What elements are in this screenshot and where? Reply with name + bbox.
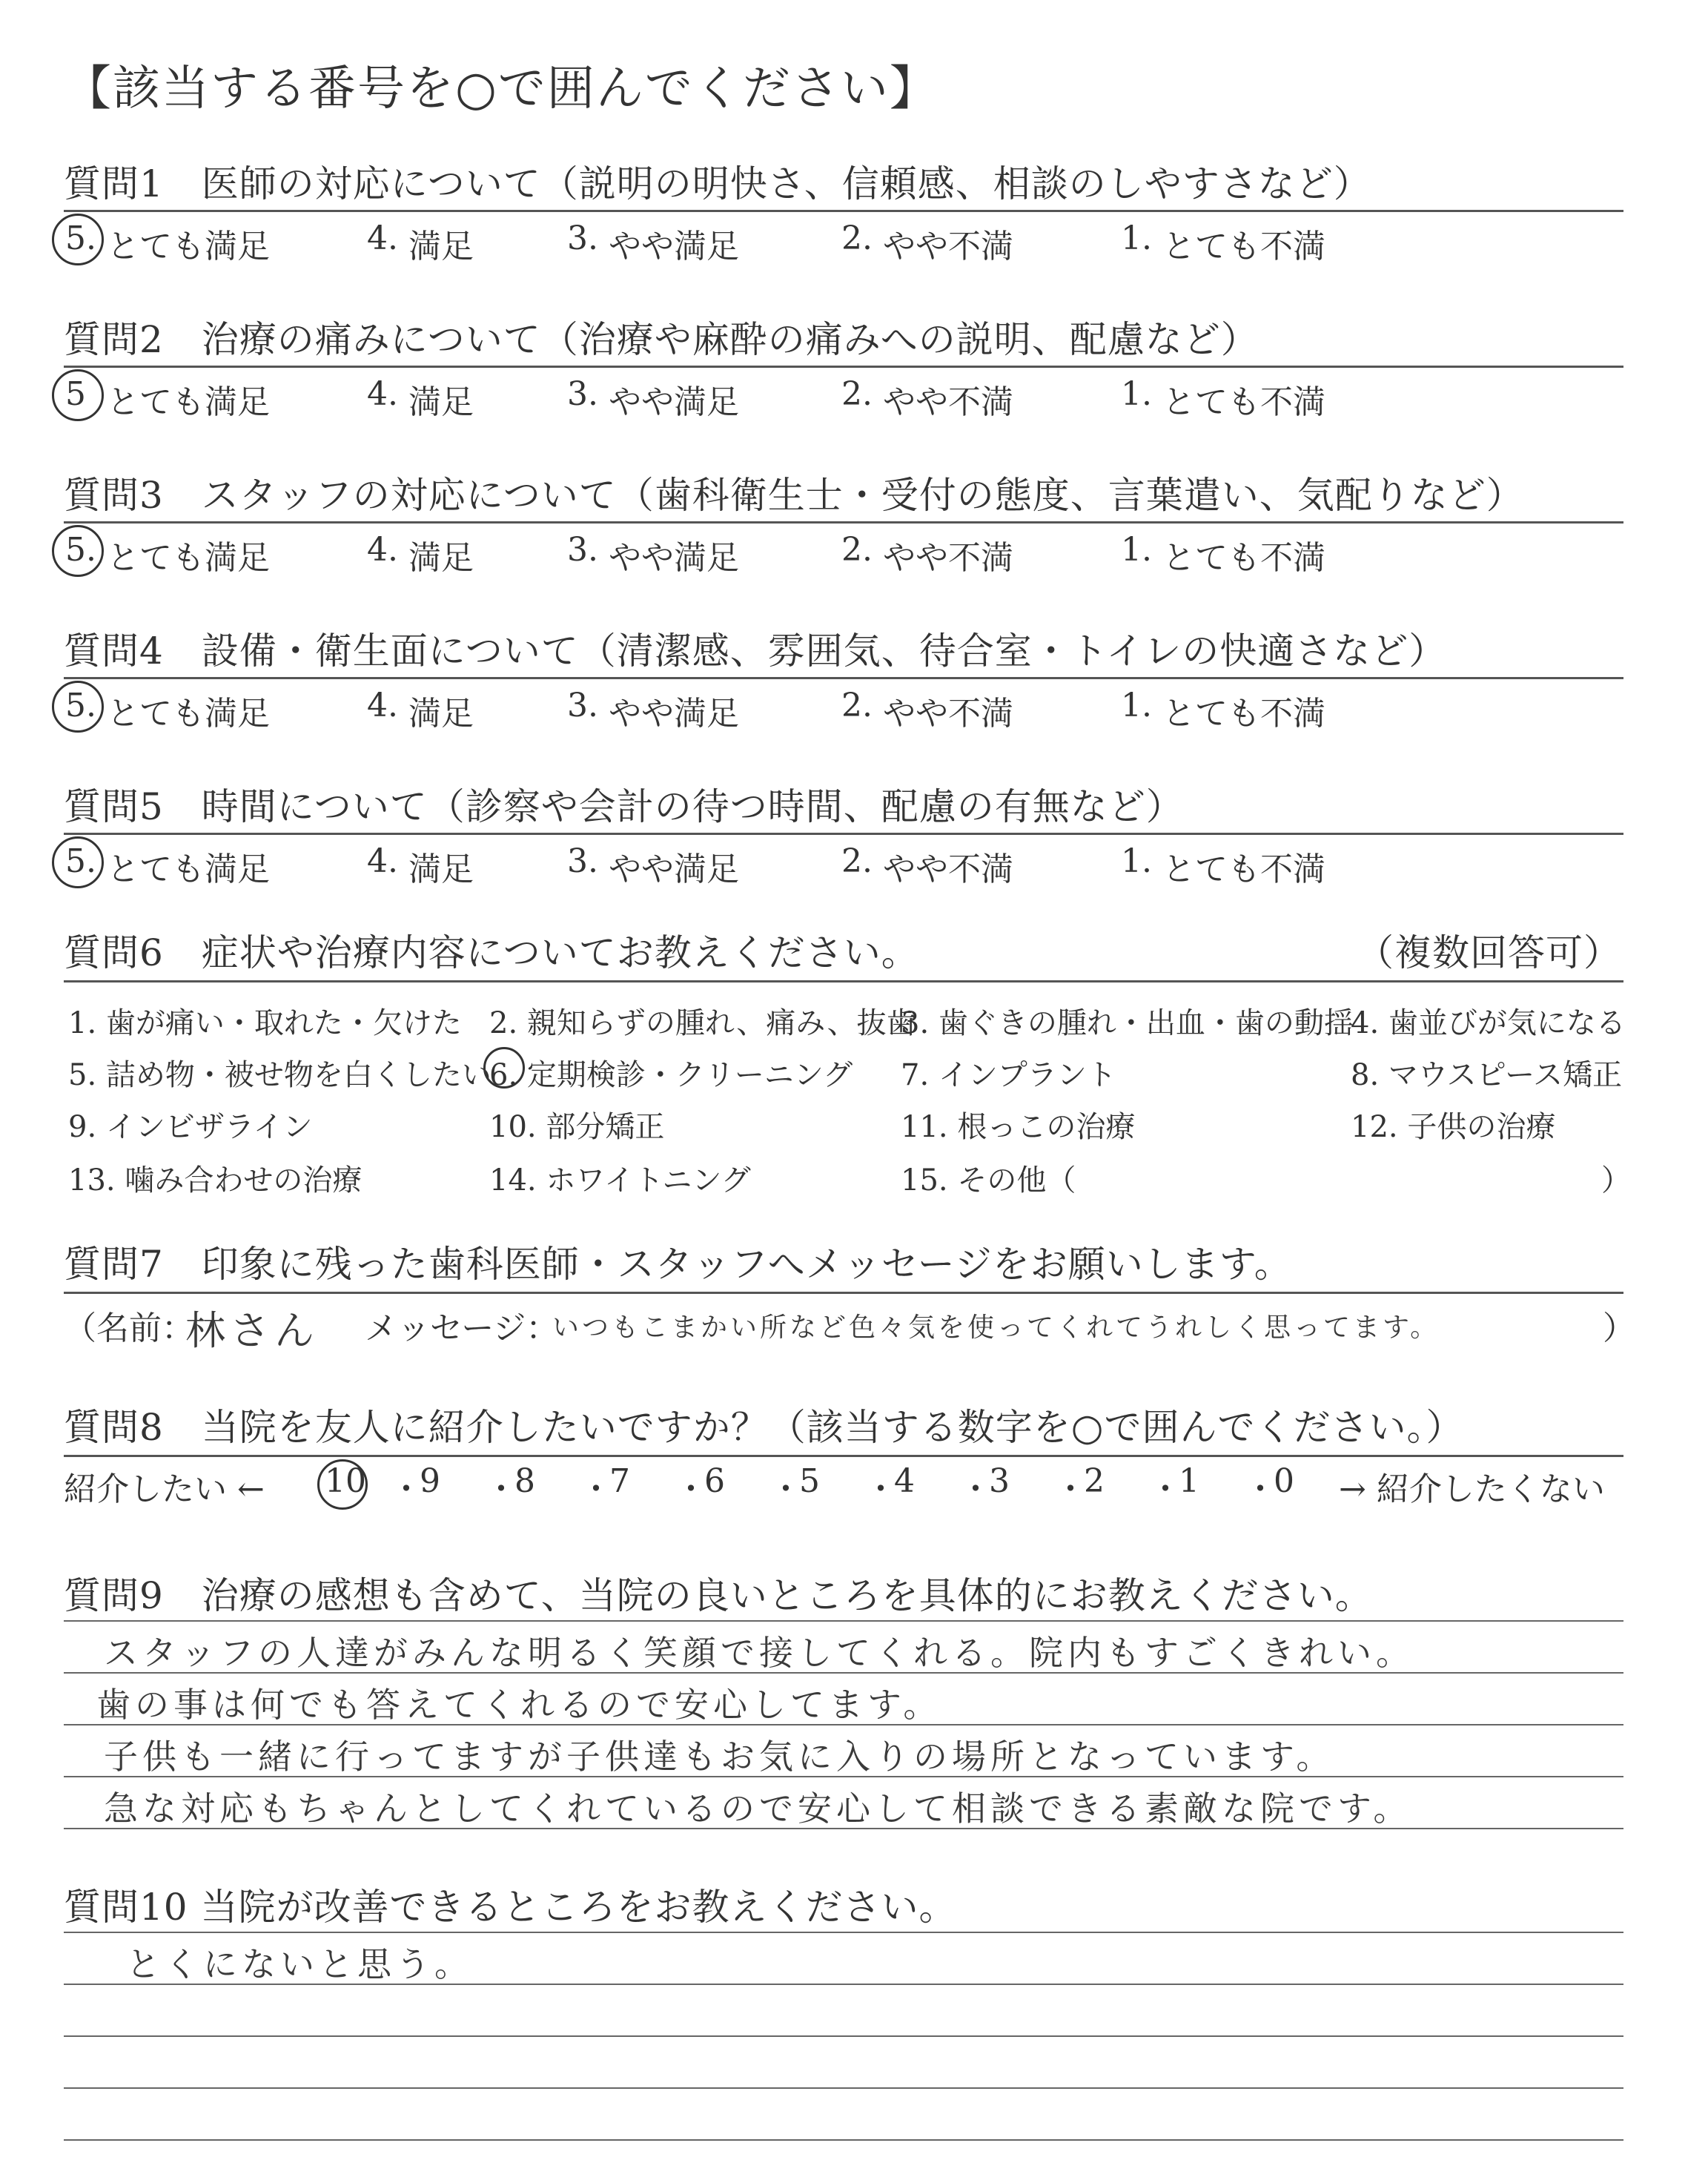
q8-scale-3: 3 [989,1462,1010,1500]
q4-option-2-number: 4. [367,687,398,724]
q6-item-4: 4. 歯並びが気になる [1351,1006,1626,1040]
q2-option-4-number: 2. [841,375,873,413]
q3-option-3-number: 3. [567,531,598,569]
q8-scale-2: 2 [1084,1462,1105,1500]
q6-item-11: 11. 根っこの治療 [901,1110,1136,1144]
q8-scale-6: 6 [704,1462,725,1500]
q7-name-value: 林さん [185,1307,319,1354]
q5-option-2-label: 満足 [408,851,474,888]
q5-option-1-label: とても満足 [107,851,270,888]
q4-option-1-label: とても満足 [107,695,270,733]
q3-option-4-number: 2. [841,531,873,569]
q3-option-2-label: 満足 [408,539,474,577]
q8-scale-1: 1 [1179,1462,1199,1500]
q7-close-paren: ） [1603,1309,1635,1347]
q8-scale-separator: ・ [485,1470,517,1508]
q1-option-2-number: 4. [367,219,398,257]
q2-selection-circle [52,369,104,421]
q1-option-3-label: やや満足 [609,228,739,265]
q4-option-2-label: 満足 [408,695,474,733]
q4-selection-circle [52,681,104,733]
q2-option-1-number: 5 [65,375,86,413]
q4-heading: 質問4 設備・衛生面について（清潔感、雰囲気、待合室・トイレの快適さなど） [64,630,1447,673]
q8-scale-separator: ・ [769,1470,802,1508]
q3-selection-circle [52,525,104,577]
q2-rule [64,366,1623,368]
q8-scale-separator: ・ [390,1470,423,1508]
q8-scale-7: 7 [609,1462,630,1500]
q5-heading: 質問5 時間について（診察や会計の待つ時間、配慮の有無など） [64,785,1184,828]
q6-item-9: 9. インビザライン [68,1110,313,1144]
q2-option-4-label: やや不満 [883,383,1013,421]
q4-option-1-number: 5. [65,687,96,724]
q1-rule [64,210,1623,212]
q9-line-4: 急な対応もちゃんとしてくれているので安心して相談できる素敵な院です。 [104,1789,1412,1829]
q3-heading: 質問3 スタッフの対応について（歯科衛生士・受付の態度、言葉遣い、気配りなど） [64,474,1524,517]
q6-item-8: 8. マウスピース矯正 [1351,1058,1623,1092]
q6-item-1: 1. 歯が痛い・取れた・欠けた [68,1006,462,1040]
q2-option-1-label: とても満足 [107,383,270,421]
q8-right-label: → 紹介したくない [1339,1470,1605,1508]
q10-ruled-line [64,2087,1623,2089]
q1-option-4-number: 2. [841,219,873,257]
q2-option-5-label: とても不満 [1162,383,1325,421]
q4-option-3-number: 3. [567,687,598,724]
q10-ruled-line [64,1932,1623,1933]
q5-selection-circle [52,836,104,888]
q3-option-1-label: とても満足 [107,539,270,577]
q7-rule [64,1292,1623,1294]
q3-option-4-label: やや不満 [883,539,1013,577]
q9-line-1: スタッフの人達がみんな明るく笑顔で接してくれる。院内もすごくきれい。 [104,1633,1414,1673]
q2-option-2-number: 4. [367,375,398,413]
page-title: 【該当する番号を○で囲んでください】 [64,62,939,116]
q8-scale-separator: ・ [1054,1470,1087,1508]
q6-item-13: 13. 噛み合わせの治療 [68,1163,363,1198]
q7-message-value: いつもこまかい所など色々気を使ってくれてうれしく思ってます。 [552,1312,1440,1343]
q6-heading: 質問6 症状や治療内容についてお教えください。 [64,931,919,974]
q8-scale-separator: ・ [1244,1470,1277,1508]
q3-rule [64,521,1623,524]
q6-item-14: 14. ホワイトニング [489,1163,751,1198]
q8-scale-separator: ・ [959,1470,992,1508]
q10-line-1: とくにないと思う。 [126,1944,473,1984]
q5-option-5-number: 1. [1121,842,1152,880]
q1-option-3-number: 3. [567,219,598,257]
q8-scale-separator: ・ [1149,1470,1182,1508]
q8-selection-circle [317,1459,368,1510]
q10-heading: 質問10 当院が改善できるところをお教えください。 [64,1886,957,1929]
q6-rule [64,980,1623,982]
q6-item-2: 2. 親知らずの腫れ、痛み、抜歯 [489,1006,916,1040]
q6-selection-circle [483,1047,525,1089]
q5-option-4-number: 2. [841,842,873,880]
q2-option-3-number: 3. [567,375,598,413]
q3-option-2-number: 4. [367,531,398,569]
q1-option-5-number: 1. [1121,219,1152,257]
q1-option-5-label: とても不満 [1162,228,1325,265]
q6-item-16: ） [1601,1163,1631,1198]
q8-scale-4: 4 [894,1462,915,1500]
q5-rule [64,833,1623,835]
q1-selection-circle [52,214,104,265]
q4-option-4-label: やや不満 [883,695,1013,733]
q8-scale-separator: ・ [580,1470,612,1508]
q10-ruled-line [64,2139,1623,2141]
q8-scale-separator: ・ [864,1470,897,1508]
q9-heading: 質問9 治療の感想も含めて、当院の良いところを具体的にお教えください。 [64,1574,1373,1617]
q8-heading: 質問8 当院を友人に紹介したいですか？（該当する数字を○で囲んでください。） [64,1406,1464,1449]
q9-line-2: 歯の事は何でも答えてくれるので安心してます。 [96,1685,942,1725]
q6-item-15: 15. その他（ [901,1163,1076,1198]
q9-line-3: 子供も一緒に行ってますが子供達もお気に入りの場所となっています。 [104,1737,1335,1777]
q5-option-2-number: 4. [367,842,398,880]
q3-option-1-number: 5. [65,531,96,569]
q8-scale-separator: ・ [675,1470,707,1508]
q3-option-3-label: やや満足 [609,539,739,577]
q5-option-4-label: やや不満 [883,851,1013,888]
q5-option-5-label: とても不満 [1162,851,1325,888]
q8-scale-0: 0 [1274,1462,1294,1500]
q3-option-5-number: 1. [1121,531,1152,569]
q1-option-1-label: とても満足 [107,228,270,265]
q4-option-3-label: やや満足 [609,695,739,733]
q1-heading: 質問1 医師の対応について（説明の明快さ、信頼感、相談のしやすさなど） [64,162,1371,205]
q9-ruled-line [64,1620,1623,1622]
q2-heading: 質問2 治療の痛みについて（治療や麻酔の痛みへの説明、配慮など） [64,318,1259,361]
q6-note: （複数回答可） [1357,931,1621,974]
q8-left-label: 紹介したい ← [64,1470,265,1508]
q6-item-6: 6. 定期検診・クリーニング [489,1058,853,1092]
q8-scale-9: 9 [420,1462,440,1500]
q6-item-10: 10. 部分矯正 [489,1110,665,1144]
q7-heading: 質問7 印象に残った歯科医師・スタッフへメッセージをお願いします。 [64,1243,1292,1286]
q4-option-4-number: 2. [841,687,873,724]
q6-item-3: 3. 歯ぐきの腫れ・出血・歯の動揺 [901,1006,1354,1040]
q10-ruled-line [64,2035,1623,2037]
q1-option-4-label: やや不満 [883,228,1013,265]
q7-message-label: メッセージ： [365,1309,559,1347]
q4-option-5-label: とても不満 [1162,695,1325,733]
q6-item-7: 7. インプラント [901,1058,1116,1092]
q5-option-3-label: やや満足 [609,851,739,888]
q3-option-5-label: とても不満 [1162,539,1325,577]
q8-scale-8: 8 [514,1462,535,1500]
q1-option-1-number: 5. [65,219,96,257]
q6-item-5: 5. 詰め物・被せ物を白くしたい [68,1058,491,1092]
q2-option-5-number: 1. [1121,375,1152,413]
q4-rule [64,677,1623,679]
q2-option-3-label: やや満足 [609,383,739,421]
q6-item-12: 12. 子供の治療 [1351,1110,1556,1144]
q2-option-2-label: 満足 [408,383,474,421]
q1-option-2-label: 満足 [408,228,474,265]
q5-option-1-number: 5. [65,842,96,880]
q4-option-5-number: 1. [1121,687,1152,724]
q5-option-3-number: 3. [567,842,598,880]
q8-scale-10: 10 [325,1462,366,1500]
q7-name-label: （名前： [64,1309,194,1347]
q8-scale-5: 5 [799,1462,820,1500]
q8-rule [64,1455,1623,1457]
